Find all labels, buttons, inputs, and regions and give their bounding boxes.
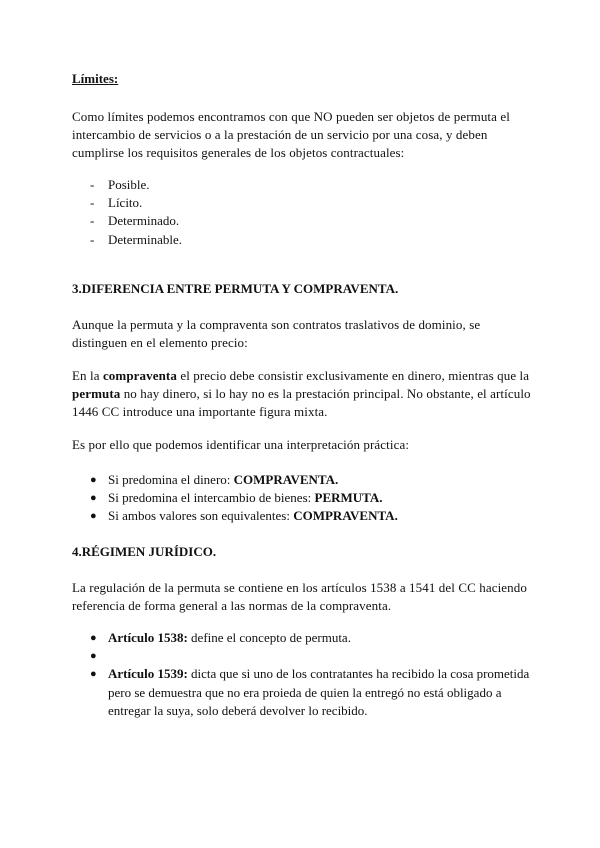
bullet-dot-icon: ● xyxy=(90,474,97,486)
limites-paragraph: Como límites podemos encontramos con que NO pueden ser objetos de permuta el intercambio de servicios o a la prestación de un servicio por una cosa, y deben cumplirse los requisitos generales de los objetos contractuales: xyxy=(72,109,510,161)
section4-heading: 4.RÉGIMEN JURÍDICO. xyxy=(72,544,217,559)
section3-paragraph-3: Es por ello que podemos identificar una interpretación práctica: xyxy=(72,437,410,452)
list-item: - Determinable. xyxy=(72,231,182,249)
list-item xyxy=(72,647,532,665)
list-item: ● Si predomina el intercambio de bienes: PERMUTA. xyxy=(72,489,398,507)
section4-paragraph-1: La regulación de la permuta se contiene en los artículos 1538 a 1541 del CC haciendo referencia de forma general a las normas de la compraventa. xyxy=(72,580,527,614)
list-item: ● Si ambos valores son equivalentes: COMPRAVENTA. xyxy=(72,507,398,525)
dash-bullet: - xyxy=(90,177,95,192)
bullet-dot-icon: ● xyxy=(90,650,97,663)
dash-bullet: - xyxy=(90,213,95,229)
list-item: ● Artículo 1539: dicta que si uno de los contratantes ha recibido la cosa prometida pero se demuestra que no era proieda de quien la entregó no está obligado a entregar la suya, solo deberá devolver lo recibido. xyxy=(90,666,530,718)
bullet-dot-icon: ● xyxy=(90,668,97,681)
section3-paragraph-1: Aunque la permuta y la compraventa son contratos traslativos de dominio, se distinguen en el elemento precio: xyxy=(72,317,481,351)
bullet-dot-icon: ● xyxy=(90,510,97,523)
list-item: ● Si predomina el dinero: COMPRAVENTA. xyxy=(72,471,398,489)
dash-bullet: - xyxy=(90,195,95,211)
section3-paragraph-2: En la compraventa el precio debe consistir exclusivamente en dinero, mientras que la permuta no hay dinero, si lo hay no es la prestación principal. No obstante, el artículo 1446 CC introduce una importante figura mixta. xyxy=(72,368,531,420)
bullet-dot-icon: ● xyxy=(90,492,97,505)
list-item: ● Artículo 1538: define el concepto de permuta. xyxy=(72,629,532,647)
list-item: - Determinado. xyxy=(72,212,182,230)
section4-list xyxy=(72,629,532,720)
list-item: - Lícito. xyxy=(72,194,182,212)
list-item: - Posible. xyxy=(72,176,182,194)
limites-heading: Límites: xyxy=(72,71,119,86)
bullet-dot-icon: ● xyxy=(90,632,97,644)
dash-bullet: - xyxy=(90,231,95,247)
section3-heading: 3.DIFERENCIA ENTRE PERMUTA Y COMPRAVENTA. xyxy=(72,281,399,296)
section3-list xyxy=(72,471,398,526)
limites-list xyxy=(72,176,182,249)
